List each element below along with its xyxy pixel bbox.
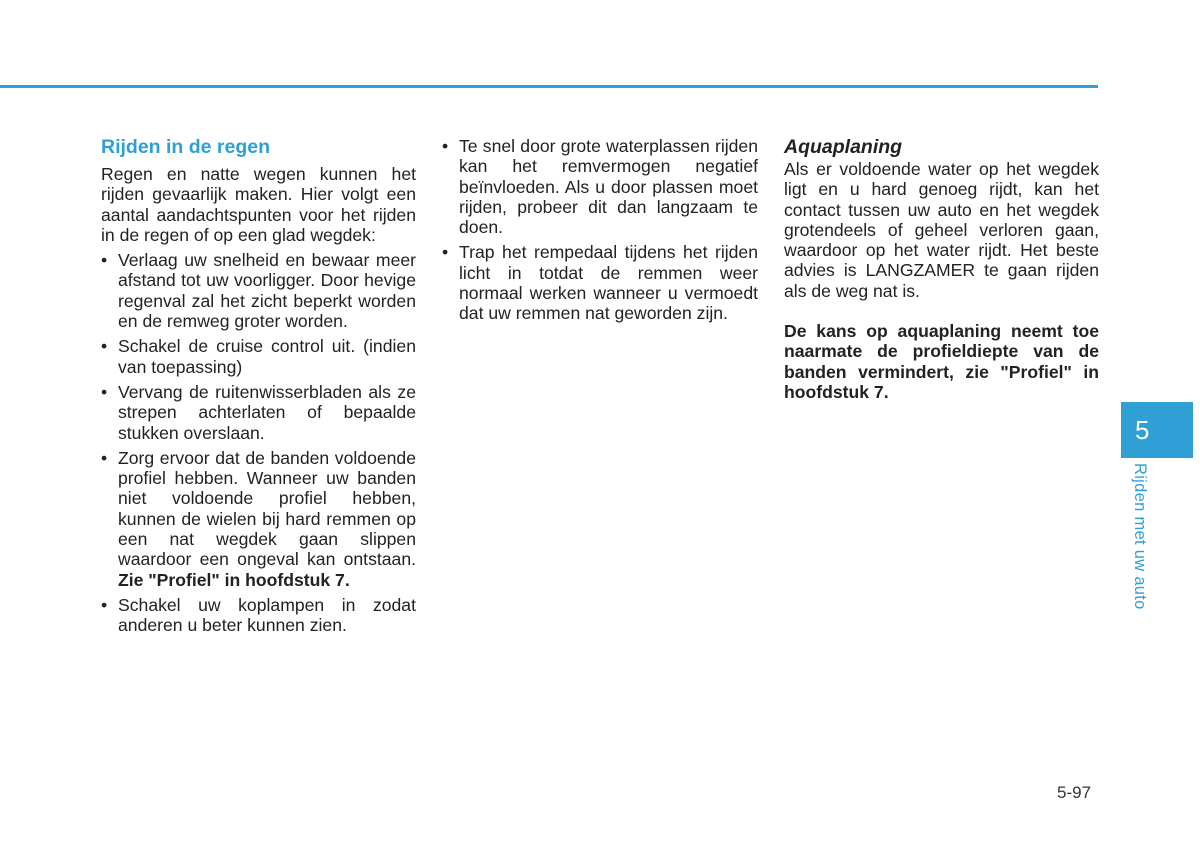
list-item	[442, 136, 758, 237]
aquaplaning-paragraph: Als er voldoende water op het wegdek ligt en u hard genoeg rijdt, kan het contact tussen uw auto en het wegdek grotendeels of geheel verloren gaan, waardoor op het water rijdt. Het beste advies is LANGZAMER te gaan rijden als de weg nat is.	[784, 159, 1099, 301]
section-title: Rijden in de regen	[101, 136, 271, 158]
bullet-icon: •	[101, 594, 108, 615]
bullet-icon: •	[101, 447, 108, 468]
chapter-number-tab: 5	[1121, 402, 1193, 458]
chapter-title: Rijden met uw auto	[1131, 463, 1149, 610]
rain-tips-list	[101, 250, 416, 635]
list-item-text: Schakel uw koplampen in zodat anderen u beter kunnen zien.	[118, 594, 416, 636]
cross-reference: Zie "Profiel" in hoofdstuk 7.	[118, 569, 350, 590]
aquaplaning-note: De kans op aquaplaning neemt toe naarmate de profieldiepte van de banden vermindert, zie "Profiel" in hoofdstuk 7.	[784, 321, 1099, 402]
bullet-icon: •	[101, 250, 108, 271]
bullet-icon: •	[442, 136, 449, 156]
bullet-icon: •	[101, 381, 108, 402]
intro-paragraph: Regen en natte wegen kunnen het rijden gevaarlijk maken. Hier volgt een aantal aandachtspunten voor het rijden in de regen of op een glad wegdek:	[101, 164, 416, 245]
list-item	[101, 382, 416, 443]
list-item	[101, 336, 416, 377]
bullet-icon: •	[442, 242, 449, 263]
list-item	[101, 595, 416, 636]
column-left	[101, 135, 416, 636]
list-item-text: Verlaag uw snelheid en bewaar meer afstand tot uw voorligger. Door hevige regenval zal het zicht beperkt worden en de remweg groter worden.	[118, 250, 416, 332]
list-item-text: Te snel door grote waterplassen rijden kan het remvermogen negatief beïnvloeden. Als u door plassen moet rijden, probeer dit dan langzaam te doen.	[459, 136, 758, 238]
brake-tips-list	[442, 136, 758, 324]
list-item-text: Vervang de ruitenwisserbladen als ze strepen achterlaten of bepaalde stukken overslaan.	[118, 381, 416, 443]
spacer	[784, 301, 1099, 321]
column-right	[784, 135, 1099, 402]
list-item	[101, 448, 416, 590]
list-item-text: Schakel de cruise control uit. (indien van toepassing)	[118, 336, 416, 377]
column-middle	[442, 136, 758, 324]
list-item	[101, 250, 416, 331]
page-number: 5-97	[1057, 783, 1092, 802]
header-rule	[0, 85, 1098, 88]
list-item-text: Trap het rempedaal tijdens het rijden licht in totdat de remmen weer normaal werken wanneer u vermoedt dat uw remmen nat geworden zijn.	[459, 242, 758, 324]
list-item-text: Zorg ervoor dat de banden voldoende profiel hebben. Wanneer uw banden niet voldoende profiel hebben, kunnen de wielen bij hard remmen op een nat wegdek gaan slippen waardoor een ongeval kan ontstaan.	[118, 447, 416, 570]
list-item	[442, 242, 758, 323]
bullet-icon: •	[101, 336, 108, 357]
subsection-title: Aquaplaning	[784, 136, 903, 158]
